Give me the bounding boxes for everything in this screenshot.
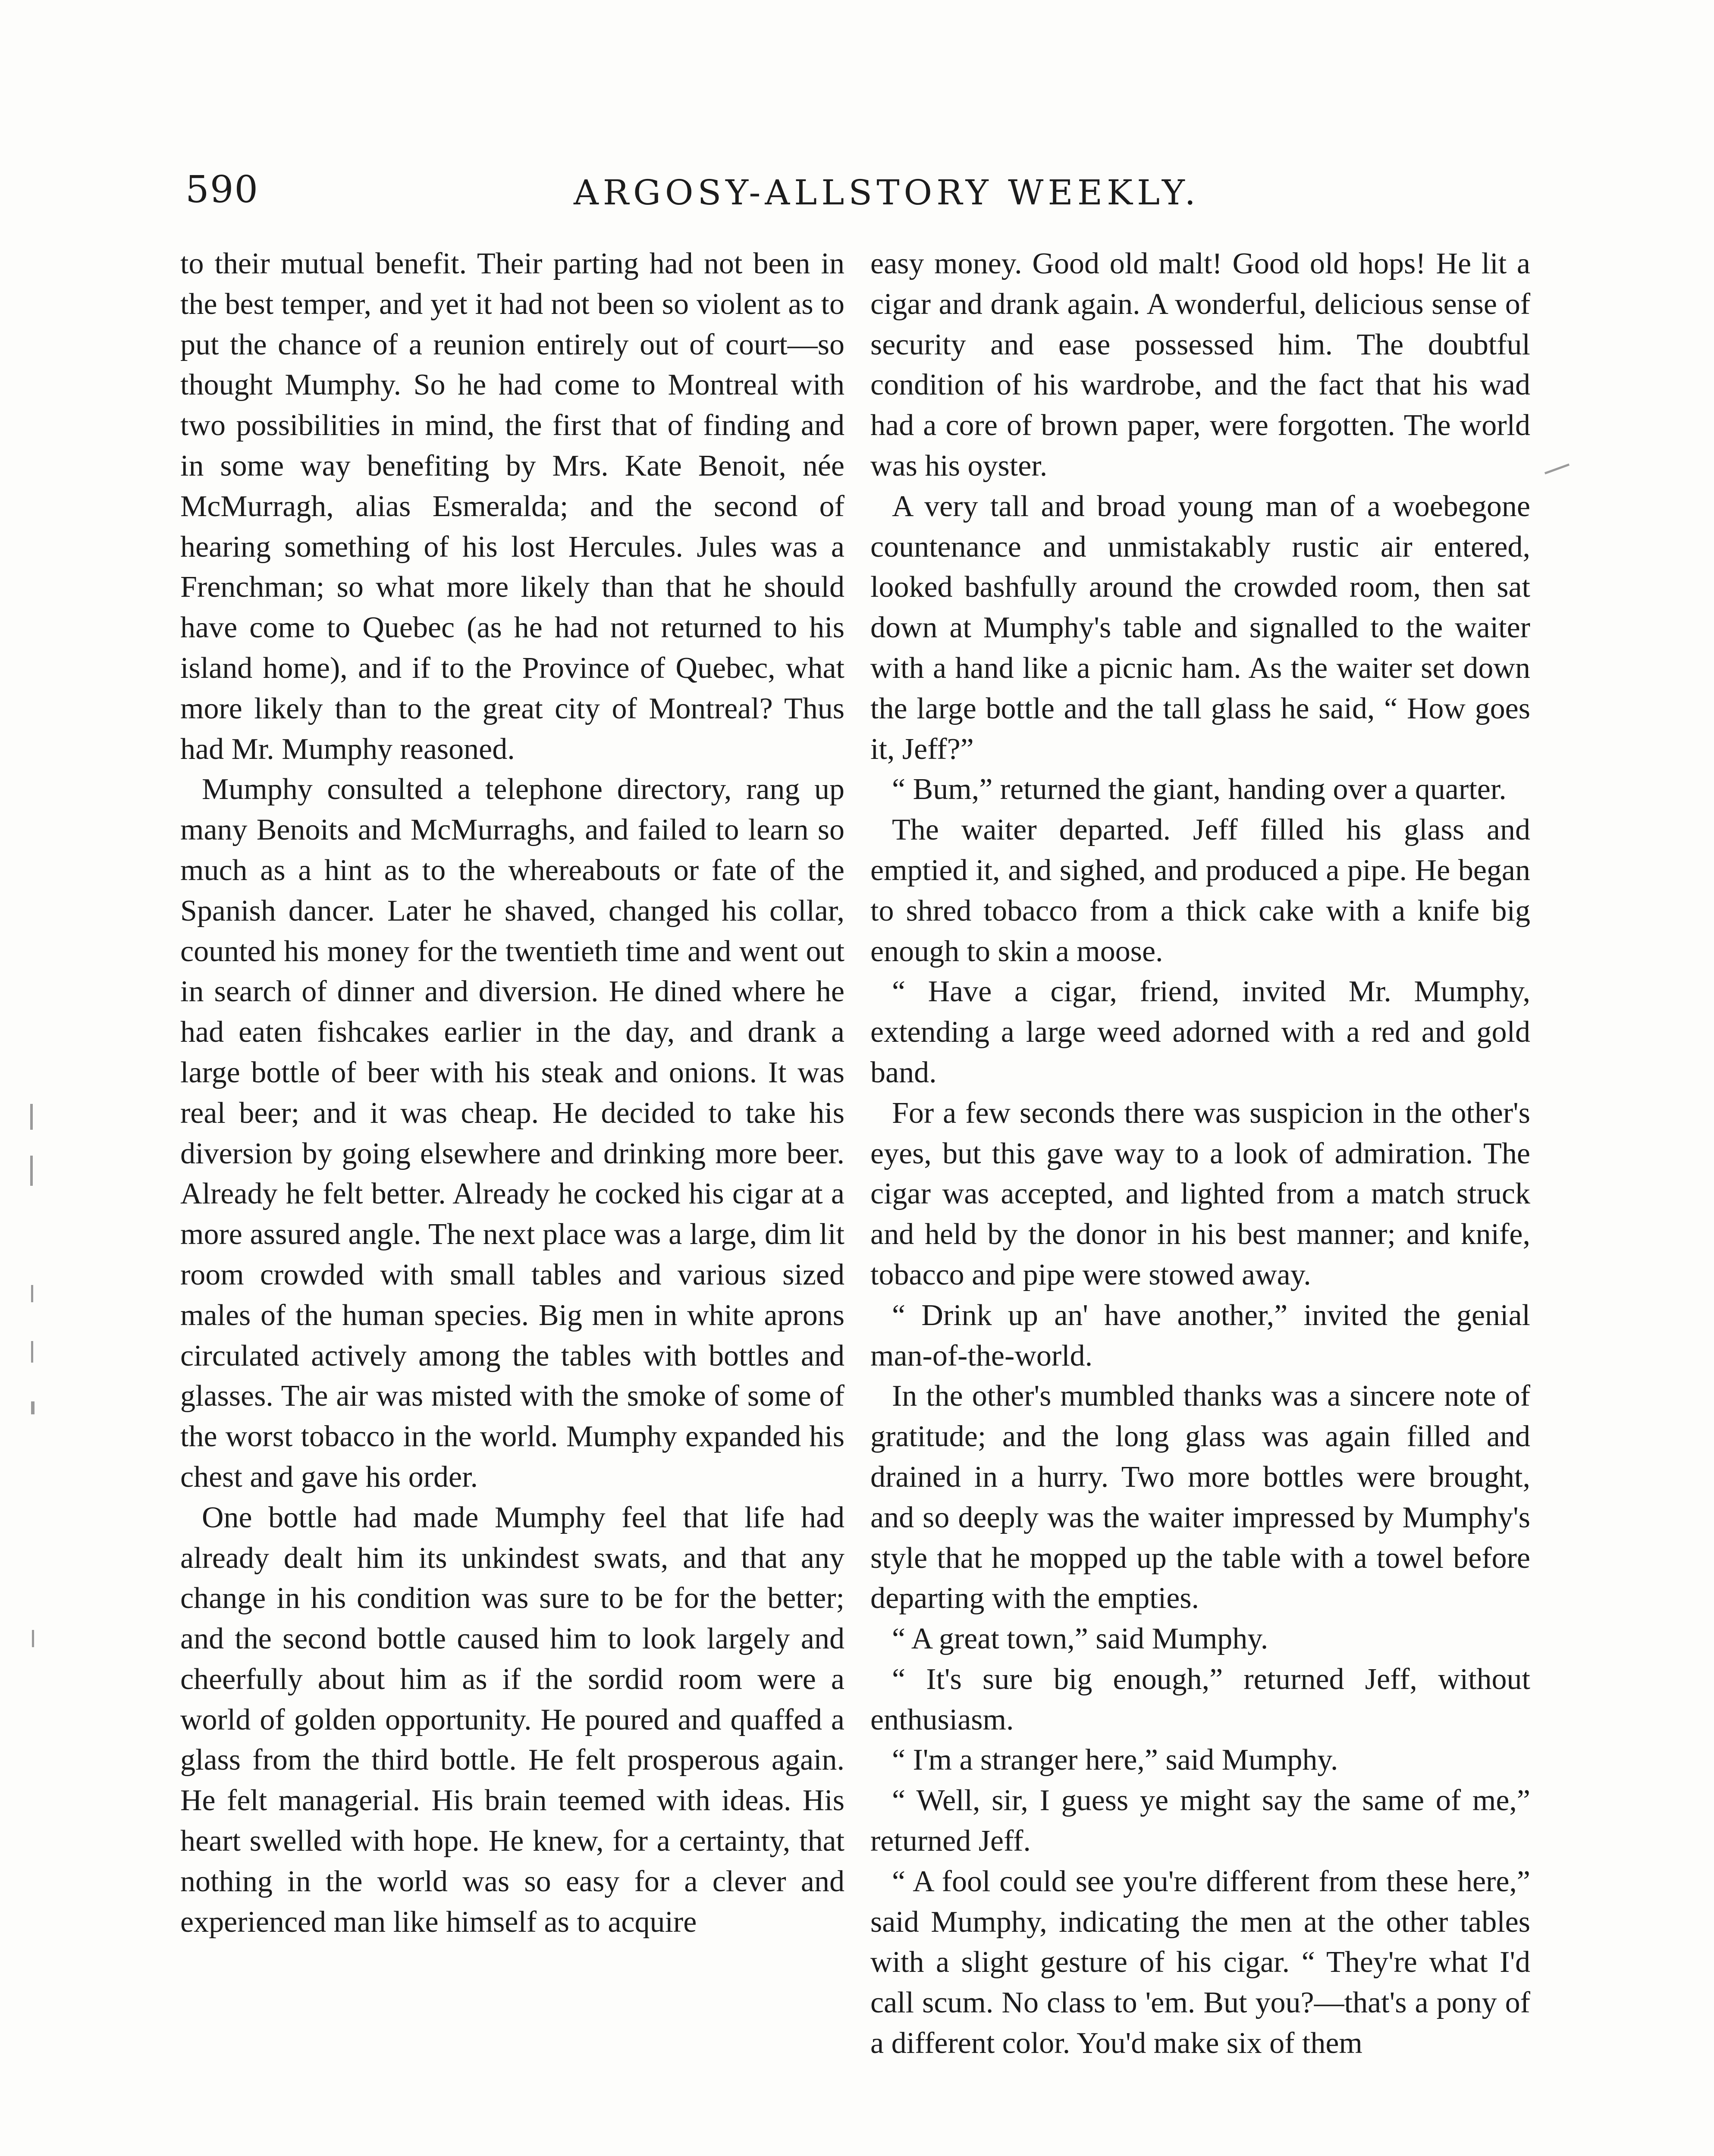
paragraph: “ It's sure big enough,” returned Jeff, without enthusiasm. xyxy=(870,1662,1530,1736)
paragraph: “ I'm a stranger here,” said Mumphy. xyxy=(892,1743,1338,1777)
scan-mark xyxy=(31,1401,35,1414)
paragraph: “ Drink up an' have another,” invited the genial man-of-the-world. xyxy=(870,1298,1530,1373)
paragraph: For a few seconds there was suspicion in the other's eyes, but this gave way to a look of admiration. The cigar was accepted, and lighted from a match struck and held by the donor in his best manner; and knife, tobacco and pipe were stowed away. xyxy=(870,1096,1530,1291)
paragraph: “ A great town,” said Mumphy. xyxy=(892,1622,1268,1656)
running-head: ARGOSY-ALLSTORY WEEKLY. xyxy=(574,172,1200,213)
paragraph: “ Well, sir, I guess ye might say the same of me,” returned Jeff. xyxy=(870,1784,1530,1858)
scan-mark xyxy=(1544,464,1570,474)
paragraph: “ A fool could see you're different from these here,” said Mumphy, indicating the men at the other tables with a slight gesture of his cigar. “ They're what I'd call scum. No class to 'em. But you?—that's a pony of a different color. You'd make six of them xyxy=(870,1865,1530,2060)
paragraph: A very tall and broad young man of a woebegone countenance and unmistakably rustic air entered, looked bashfully around the crowded room, then sat down at Mumphy's table and signalled to the waiter with a hand like a picnic ham. As the waiter set down the large bottle and the tall glass he said, “ How goes it, Jeff?” xyxy=(870,489,1530,766)
paragraph: easy money. Good old malt! Good old hops! He lit a cigar and drank again. A wonderful, delicious sense of security and ease possessed him. The doubtful condition of his wardrobe, and the fact that his wad had a core of brown paper, were forgotten. The world was his oyster. xyxy=(870,247,1530,483)
scan-mark xyxy=(31,1341,33,1363)
paragraph: “ Bum,” returned the giant, handing over a quarter. xyxy=(892,773,1507,806)
paragraph: Mumphy consulted a telephone directory, rang up many Benoits and McMurraghs, and failed to learn so much as a hint as to the whereabouts or fate of the Spanish dancer. Later he shaved, changed his collar, counted his money for the twentieth time and went out in search of dinner and diversion. He dined where he had eaten fishcakes earlier in the day, and drank a large bottle of beer with his steak and onions. It was real beer; and it was cheap. He decided to take his diversion by going elsewhere and drinking more beer. Already he felt better. Already he cocked his cigar at a more assured angle. The next place was a large, dim lit room crowded with small tables and various sized males of the human species. Big men in white aprons circulated actively among the tables with bottles and glasses. The air was misted with the smoke of some of the worst tobacco in the world. Mumphy expanded his chest and gave his order. xyxy=(180,773,844,1494)
paragraph: to their mutual benefit. Their parting had not been in the best temper, and yet it had not been so violent as to put the chance of a reunion entirely out of court—so thought Mumphy. So he had come to Montreal with two possibilities in mind, the first that of finding and in some way benefiting by Mrs. Kate Benoit, née McMurragh, alias Esmeralda; and the second of hearing something of his lost Hercules. Jules was a Frenchman; so what more likely than that he should have come to Quebec (as he had not returned to his island home), and if to the Province of Quebec, what more likely than to the great city of Montreal? Thus had Mr. Mumphy reasoned. xyxy=(180,247,844,766)
scan-mark xyxy=(30,1156,33,1186)
paragraph: In the other's mumbled thanks was a sincere note of gratitude; and the long glass was again filled and drained in a hurry. Two more bottles were brought, and so deeply was the waiter impressed by Mumphy's style that he mopped up the table with a towel before departing with the empties. xyxy=(870,1379,1530,1615)
scan-mark xyxy=(32,1630,34,1647)
paragraph: “ Have a cigar, friend, invited Mr. Mumphy, extending a large weed adorned with a red and gold band. xyxy=(870,975,1530,1089)
left-column xyxy=(180,244,844,1942)
right-column xyxy=(870,244,1530,2064)
page-number: 590 xyxy=(185,168,259,211)
paragraph: The waiter departed. Jeff filled his glass and emptied it, and sighed, and produced a pipe. He began to shred tobacco from a thick cake with a knife big enough to skin a moose. xyxy=(870,813,1530,968)
page-header xyxy=(173,168,1531,220)
scan-mark xyxy=(30,1104,33,1130)
paragraph: One bottle had made Mumphy feel that life had already dealt him its unkindest swats, and that any change in his condition was sure to be for the better; and the second bottle caused him to look largely and cheerfully about him as if the sordid room were a world of golden opportunity. He poured and quaffed a glass from the third bottle. He felt prosperous again. He felt managerial. His brain teemed with ideas. His heart swelled with hope. He knew, for a certainty, that nothing in the world was so easy for a clever and experienced man like himself as to acquire xyxy=(180,1501,844,1939)
scan-mark xyxy=(31,1285,33,1302)
